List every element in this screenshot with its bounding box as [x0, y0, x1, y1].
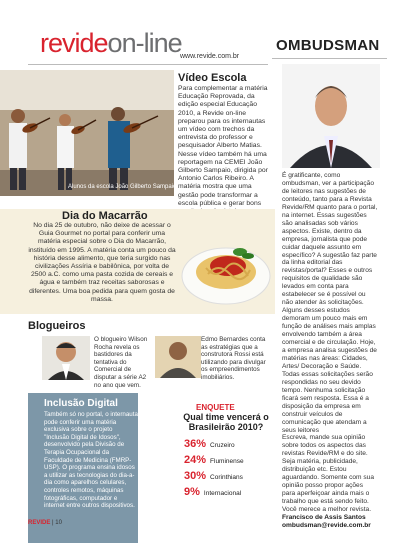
poll-percent: 9%	[184, 486, 200, 498]
page-number: 10	[55, 520, 62, 526]
footer-brand: REVIDE	[28, 520, 51, 526]
inclusao-body: Também só no portal, o internauta pode conferir uma matéria exclusiva sobre o projeto "Inclusão Digital de Idosos", desenvolvido pela Divisão de Terapia Ocupacional da Faculdade de Medicina (FMRP-USP). O programa ensina idosos a utilizar as tecnologias do dia-a-dia como aparelhos celulares, controles remotos, máquinas fotográficas, computador e internet entre outros dispositivos.	[44, 411, 138, 510]
video-body: Para complementar a matéria Educação Reprovada, da edição especial Educação 2010, a Revide on-line preparou para os internautas um vídeo com trechos da entrevista do professor e pesquisador Alberto Matias. Nesse vídeo também há uma reportagem na CEMEI João Gilberto Sampaio, dirigida por Antonio Carlos Ribeiro. A matéria mostra que uma gestão pode transformar a escola pública e gerar bons	[178, 85, 268, 207]
wilson-rocha-avatar	[42, 336, 90, 380]
poll-team: Fluminense	[210, 458, 244, 465]
macarrao-title: Dia do Macarrão	[62, 210, 148, 222]
wilson-blog-text: O blogueiro Wilson Rocha revela os bastidores da tentativa do Comercial de disputar a série A2 no ano que vem.	[94, 336, 148, 389]
enquete-tag: ENQUETE	[196, 403, 235, 412]
ombudsman-signature: Francisco de Assis Santos	[282, 513, 366, 521]
enquete-question: Qual time vencerá o Brasileirão 2010?	[183, 412, 269, 432]
edmo-bernardes-avatar	[155, 336, 201, 378]
poll-team: Cruzeiro	[210, 442, 235, 449]
ombudsman-body: É gratificante, como ombudsman, ver a participação de leitores nas sugestões de conteúdo, tanto para a Revista Revide/RM quanto para o portal, na internet. Essas sugestões são analisadas sob vários aspectos. Existe, dentro da empresa, jornalista que pode cuidar daquele assunto em específico? A sugestão faz parte da linha editorial das revistas/portal? Esses e outros requisitos de qualidade são levados em conta para estabelecer se é possível ou não atender às solicitações. Alguns desses estudos demoram um pouco mais em função de análises mais amplas envolvendo também a área comercial e de circulação. Hoje, a empresa analisa sugestões de matérias nas áreas: Cidades, Artes/ Decoração e Saúde. Todas essas solicitações serão respondidas no seu devido tempo. Nenhuma solicitação ficará sem resposta. Essa é a disposição da empresa em construir veículos de comunicação que atendam a seus leitores	[282, 172, 378, 434]
poll-team: Internacional	[203, 490, 242, 497]
poll-row-cruzeiro	[184, 438, 235, 452]
inclusao-title: Inclusão Digital	[44, 398, 118, 409]
photo-caption: Alunos da escola João Gilberto Sampaio	[68, 184, 177, 190]
poll-row-fluminense	[184, 454, 244, 468]
poll-row-corinthians	[184, 470, 243, 484]
poll-percent: 36%	[184, 438, 207, 450]
pasta-plate-image	[178, 222, 274, 310]
brand-logo: revideon-line	[40, 28, 182, 58]
site-url[interactable]: www.revide.com.br	[180, 53, 240, 60]
video-title: Vídeo Escola	[178, 72, 247, 84]
page-footer: REVIDE | 10	[28, 520, 62, 526]
poll-percent: 24%	[184, 454, 207, 466]
students-violin-photo	[0, 70, 177, 196]
poll-percent: 30%	[184, 470, 207, 482]
ombudsman-article	[282, 172, 378, 530]
header-divider	[28, 64, 268, 65]
ombudsman-title: OMBUDSMAN	[276, 37, 380, 54]
ombudsman-divider	[272, 58, 387, 59]
blogueiros-title: Blogueiros	[28, 320, 86, 332]
poll-row-internacional	[184, 486, 241, 500]
macarrao-body: No dia 25 de outubro, não deixe de acessar o Guia Gourmet no portal para conferir uma matéria especial sobre o Dia do Macarrão, instituído em 1995. A matéria conta um pouco da história desse alimento, que teria surgido nas civilizações Assíria e babilônica, por volta de 2500 a.C. como uma pasta cozida de cereais e água e também traz receitas saborosas e diferentes. Uma boa pedida para quem gosta de massa.	[28, 222, 176, 303]
poll-team: Corinthians	[210, 474, 243, 481]
edmo-blog-text: Edmo Bernardes conta as estratégias que a construtora Rossi está utilizando para divulgar os empreendimentos imobiliários.	[201, 336, 266, 381]
ombudsman-portrait	[282, 64, 380, 168]
ombudsman-body-2: Escreva, mande sua opinião sobre todos os aspectos das revistas Revide/RM e do site. Seja matéria, publicidade, distribuição etc. Estou aguardando. Somente com sua opinião posso propor ações para aperfeiçoar ainda mais o trabalho que está sendo feito. Você merece a melhor revista.	[282, 434, 375, 514]
ombudsman-email[interactable]: ombudsman@revide.com.br	[282, 521, 371, 529]
